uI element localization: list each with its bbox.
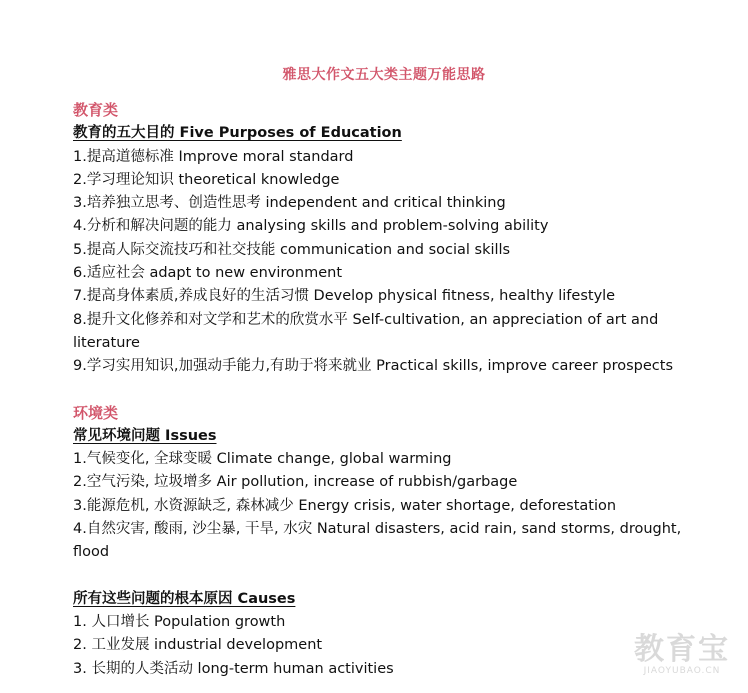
environment-causes-list [73,611,713,681]
list-item: 3. 长期的人类活动 long-term human activities [73,660,394,677]
list-item: 8.提升文化修养和对文学和艺术的欣赏水平 Self-cultivation, an appreciation of art and literature [73,311,659,351]
category-environment: 环境类 [73,403,119,422]
list-item: 1. 人口增长 Population growth [73,613,286,630]
list-item: 2.学习理论知识 theoretical knowledge [73,171,340,188]
document-title: 雅思大作文五大类主题万能思路 [282,67,486,83]
education-heading: 教育的五大目的 Five Purposes of Education [73,125,402,142]
list-item: 6.适应社会 adapt to new environment [73,265,343,282]
list-item: 5.提高人际交流技巧和社交技能 communication and social skills [73,241,511,258]
watermark-logo [634,634,730,677]
watermark-en: JIAOYUBAO.CN [643,666,721,676]
section-spacer [73,565,713,588]
environment-issues-list [73,448,713,564]
list-item: 1.提高道德标准 Improve moral standard [73,148,354,165]
list-item: 4.分析和解决问题的能力 analysing skills and problem-solving ability [73,218,549,235]
document-content [73,99,713,681]
section-spacer [73,379,713,402]
list-item: 4.自然灾害, 酸雨, 沙尘暴, 干旱, 水灾 Natural disasters, acid rain, sand storms, drought, flood [73,521,682,561]
environment-issues-heading: 常见环境问题 Issues [73,427,217,444]
list-item: 3.培养独立思考、创造性思考 independent and critical thinking [73,195,506,212]
category-education: 教育类 [73,101,119,119]
education-list [73,146,713,379]
watermark-cn: 教育宝 [634,632,730,667]
list-item: 2. 工业发展 industrial development [73,637,323,654]
list-item: 3.能源危机, 水资源缺乏, 森林减少 Energy crisis, water shortage, deforestation [73,497,617,514]
list-item: 2.空气污染, 垃圾增多 Air pollution, increase of rubbish/garbage [73,474,518,491]
list-item: 9.学习实用知识,加强动手能力,有助于将来就业 Practical skills, improve career prospects [73,358,673,375]
list-item: 7.提高身体素质,养成良好的生活习惯 Develop physical fitness, healthy lifestyle [73,288,616,305]
environment-causes-heading: 所有这些问题的根本原因 Causes [73,590,296,607]
list-item: 1.气候变化, 全球变暖 Climate change, global warming [73,451,452,468]
